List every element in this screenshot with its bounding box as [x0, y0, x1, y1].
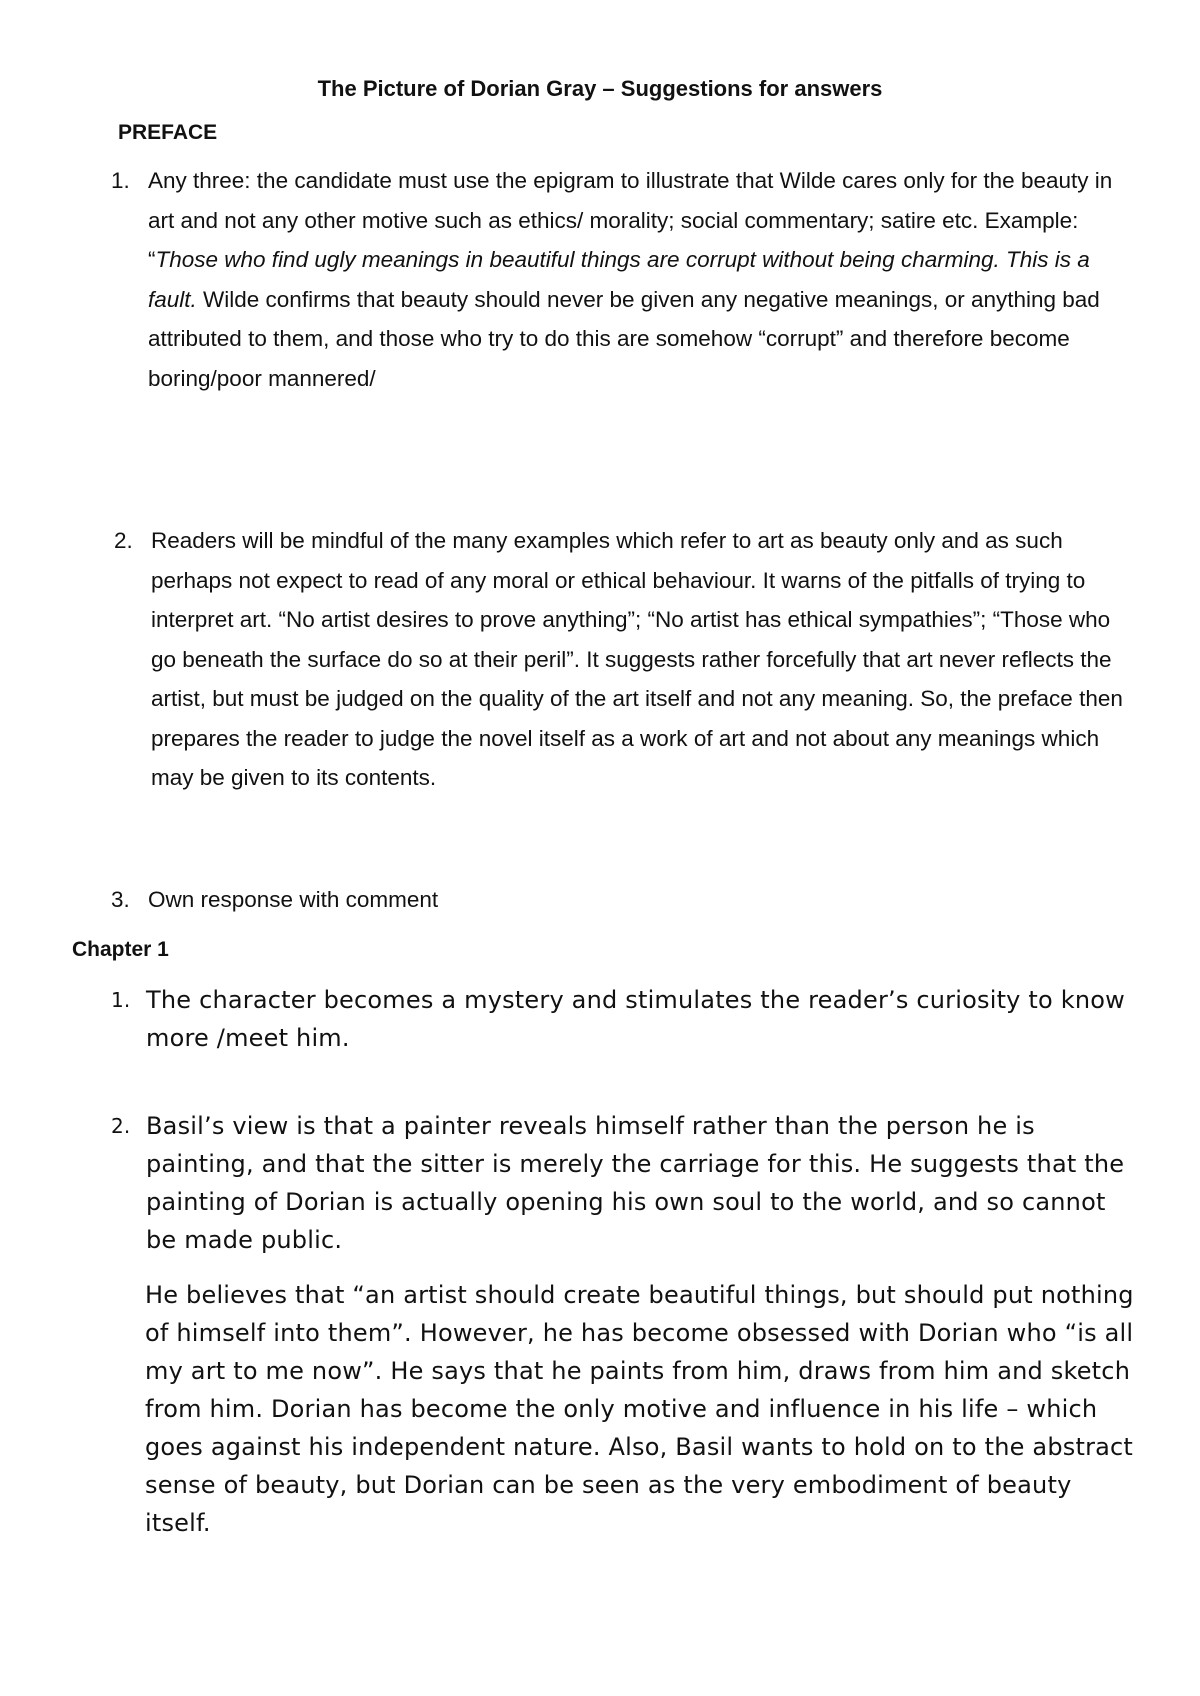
- epigram-quote: Those who find ugly meanings in beautiful things are corrupt without being charming. This is a fault.: [148, 247, 1090, 312]
- answer-text: Wilde confirms that beauty should never be given any negative meanings, or anything bad attributed to them, and those who try to do this are somehow “corrupt” and therefore become boring/poor mannered/: [148, 286, 1100, 391]
- list-item-text: The character becomes a mystery and stimulates the reader’s curiosity to know more /meet him.: [146, 986, 1125, 1052]
- chapter-1-item-1: [111, 981, 1126, 1057]
- list-number: 3.: [111, 887, 130, 912]
- chapter-1-heading: Chapter 1: [72, 938, 169, 961]
- preface-item-3: [111, 880, 1133, 920]
- chapter-1-item-2-continuation: He believes that “an artist should create beautiful things, but should put nothing of himself into them”. However, he has become obsessed with Dorian who “is all my art to me now”. He says that he paints from him, draws from him and sketch from him. Dorian has become the only motive and influence in his life – which goes against his independent nature. Also, Basil wants to hold on to the abstract sense of beauty, but Dorian can be seen as the very embodiment of beauty itself.: [145, 1281, 1134, 1537]
- list-number: 1.: [111, 988, 131, 1012]
- list-item-text: [148, 161, 1138, 398]
- preface-heading: PREFACE: [118, 121, 218, 144]
- list-item-text: Readers will be mindful of the many examples which refer to art as beauty only and as such perhaps not expect to read of any moral or ethical behaviour. It warns of the pitfalls of trying to interpret art. “No artist desires to prove anything”; “No artist has ethical sympathies”; “Those who go beneath the surface do so at their peril”. It suggests rather forcefully that art never reflects the artist, but must be judged on the quality of the art itself and not any meaning. So, the preface then prepares the reader to judge the novel itself as a work of art and not about any meanings which may be given to its contents.: [151, 528, 1123, 790]
- list-number: 1.: [111, 168, 130, 193]
- list-item-text: Basil’s view is that a painter reveals himself rather than the person he is painting, and that the sitter is merely the carriage for this. He suggests that the painting of Dorian is actually opening his own soul to the world, and so cannot be made public.: [146, 1112, 1125, 1254]
- list-item-text: Own response with comment: [148, 887, 439, 912]
- list-number: 2.: [111, 1114, 131, 1138]
- preface-item-1: [111, 161, 1138, 398]
- answer-text: Any three: the candidate must use the epigram to illustrate that Wilde cares only for the beauty in art and not any other motive such as ethics/ morality; social commentary; satire etc. Example: “: [148, 168, 1113, 272]
- chapter-1-item-2: [111, 1107, 1131, 1259]
- list-number: 2.: [114, 528, 133, 553]
- document-title: The Picture of Dorian Gray – Suggestions for answers: [317, 76, 883, 101]
- preface-item-2: [114, 521, 1136, 798]
